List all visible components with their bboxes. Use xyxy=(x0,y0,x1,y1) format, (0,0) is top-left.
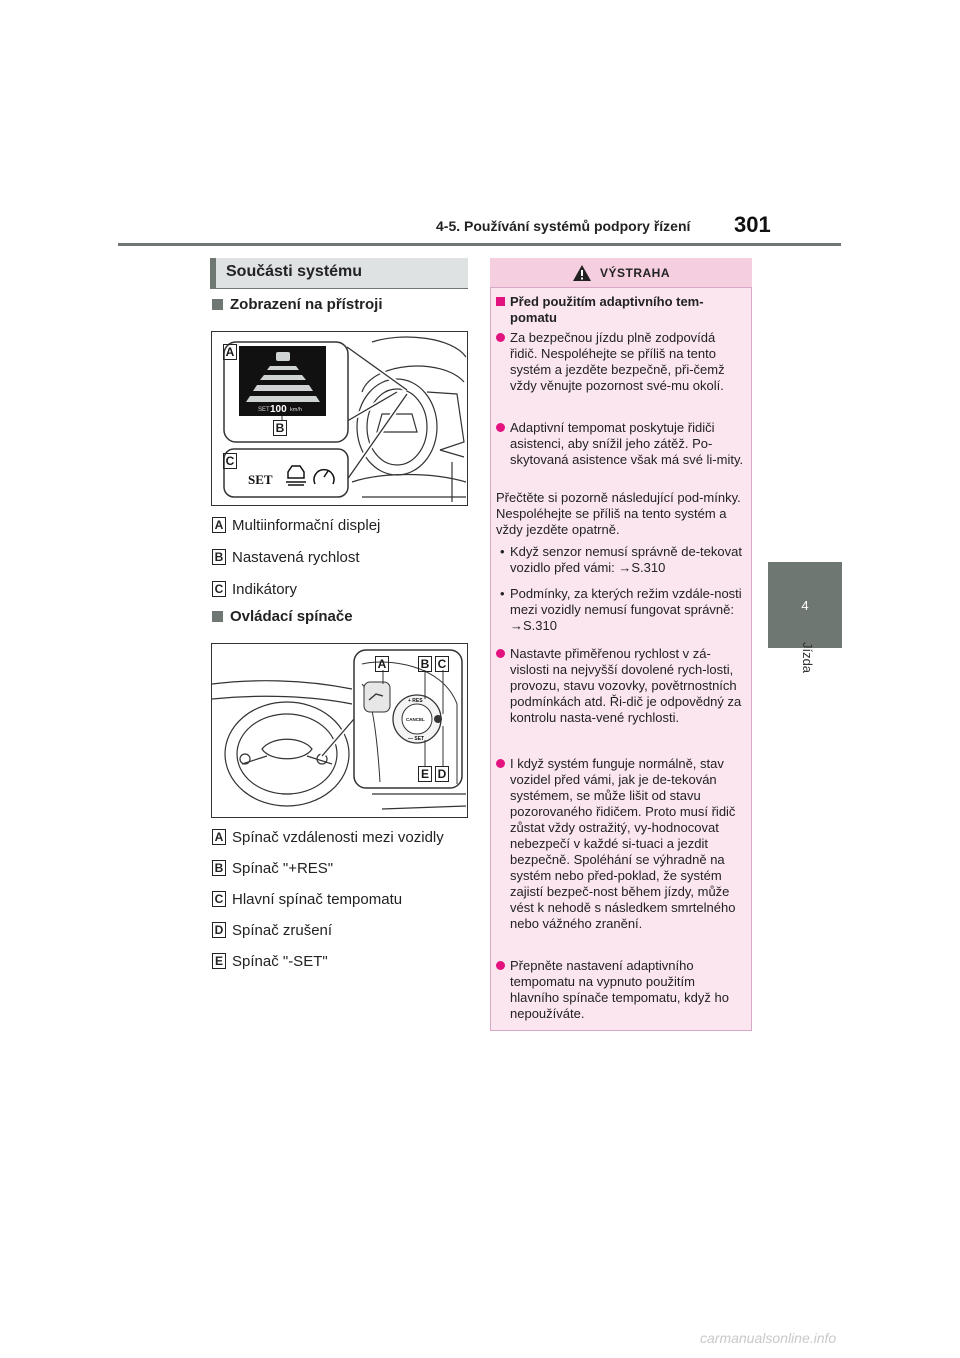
legend-item xyxy=(212,858,444,878)
legend-badge: B xyxy=(212,860,226,876)
warning-bullet-text: Nastavte přiměřenou rychlost v zá-vislosti na nejvyšší dovolené rych-losti, provozu, stavu vozovky, povětrnostních podmínkách atd. Ři-dič je odpovědný za kontrolu nasta-vené rychlosti. xyxy=(510,646,742,725)
warning-sub-item xyxy=(496,586,744,634)
legend-text: Indikátory xyxy=(232,580,298,598)
section-title-rule xyxy=(210,288,468,289)
legend-badge: E xyxy=(212,953,226,969)
bullet-dot-icon xyxy=(496,333,505,342)
warning-bullet xyxy=(496,646,744,726)
sub-bullet-icon: • xyxy=(500,586,505,601)
display-legend xyxy=(212,515,380,599)
chapter-number: 4 xyxy=(801,597,809,613)
legend-item xyxy=(212,951,444,971)
warning-title: VÝSTRAHA xyxy=(599,265,670,280)
res-label: + RES xyxy=(408,698,423,704)
legend-item xyxy=(212,920,444,940)
warning-sub-item-text: Když senzor nemusí správně de-tekovat vozidlo před vámi: →S.310 xyxy=(510,544,742,575)
legend-text: Spínač "+RES" xyxy=(232,859,334,877)
display-heading xyxy=(212,296,383,313)
chapter-label-text: Jízda xyxy=(800,641,816,674)
callout-e: E xyxy=(418,766,432,782)
callout-c: C xyxy=(223,453,237,469)
legend-badge: A xyxy=(212,829,226,845)
warning-bullet xyxy=(496,420,744,468)
warning-bullet-text: Přepněte nastavení adaptivního tempomatu na vypnuto použitím hlavního spínače tempomatu, když ho nepoužíváte. xyxy=(510,958,729,1021)
legend-item xyxy=(212,827,444,847)
legend-badge: D xyxy=(212,922,226,938)
warning-subtitle-text: Před použitím adaptivního tem-pomatu xyxy=(510,294,704,325)
callout-a: A xyxy=(223,344,237,360)
bullet-dot-icon xyxy=(496,961,505,970)
square-bullet-icon xyxy=(496,297,505,306)
legend-item xyxy=(212,889,444,909)
page-number: 301 xyxy=(734,212,771,237)
watermark: carmanualsonline.info xyxy=(700,1330,837,1346)
warning-bullet xyxy=(496,756,744,932)
legend-text: Multiinformační displej xyxy=(232,516,381,534)
warning-bullet xyxy=(496,330,744,394)
section-title: Součásti systému xyxy=(210,258,468,288)
switches-legend xyxy=(212,827,444,971)
switches-figure xyxy=(211,643,468,818)
warning-bullet-text: Adaptivní tempomat poskytuje řidiči asistenci, aby snížil jeho zátěž. Po-skytovaná asistence však má své li-mity. xyxy=(510,420,744,467)
legend-item xyxy=(212,515,380,535)
bullet-dot-icon xyxy=(496,649,505,658)
running-header-section: 4-5. Používání systémů podpory řízení xyxy=(436,218,691,234)
callout-c: C xyxy=(435,656,449,672)
legend-badge: A xyxy=(212,517,226,533)
callout-d: D xyxy=(435,766,449,782)
warning-subtitle xyxy=(496,294,744,326)
switches-heading-text: Ovládací spínače xyxy=(230,608,353,625)
svg-text:100: 100 xyxy=(270,404,287,415)
display-figure xyxy=(211,331,468,506)
legend-badge: C xyxy=(212,581,226,597)
legend-item xyxy=(212,579,380,599)
callout-b: B xyxy=(273,420,287,436)
svg-text:SET: SET xyxy=(258,407,270,413)
instrument-illustration xyxy=(212,332,467,505)
legend-text: Spínač zrušení xyxy=(232,921,333,939)
legend-item xyxy=(212,547,380,567)
warning-header xyxy=(490,258,752,288)
warning-sub-item xyxy=(496,544,744,576)
warning-triangle-icon xyxy=(572,264,592,282)
bullet-dot-icon xyxy=(496,423,505,432)
chapter-label xyxy=(780,628,830,678)
legend-text: Spínač vzdálenosti mezi vozidly xyxy=(232,828,444,846)
header-rule xyxy=(118,243,841,246)
set-label: — SET xyxy=(408,736,425,742)
svg-text:km/h: km/h xyxy=(290,407,302,413)
svg-text:SET: SET xyxy=(248,472,273,487)
legend-badge: C xyxy=(212,891,226,907)
legend-badge: B xyxy=(212,549,226,565)
sub-bullet-icon: • xyxy=(500,544,505,559)
legend-text: Spínač "-SET" xyxy=(232,952,328,970)
legend-text: Hlavní spínač tempomatu xyxy=(232,890,403,908)
switches-heading xyxy=(212,608,353,625)
square-bullet-icon xyxy=(212,299,223,310)
callout-b: B xyxy=(418,656,432,672)
square-bullet-icon xyxy=(212,611,223,622)
warning-bullet-text: Za bezpečnou jízdu plně zodpovídá řidič. Nespoléhejte se příliš na tento systém a jezděte bezpečně, při-čemž vždy věnujte pozornost své-mu okolí. xyxy=(510,330,725,393)
cancel-label: CANCEL xyxy=(406,717,425,722)
warning-sub-item-text: Podmínky, za kterých režim vzdále-nosti mezi vozidly nemusí fungovat správně: →S.310 xyxy=(510,586,742,633)
display-heading-text: Zobrazení na přístroji xyxy=(230,296,383,313)
bullet-dot-icon xyxy=(496,759,505,768)
warning-paragraph: Přečtěte si pozorně následující pod-mínky. Nespoléhejte se příliš na tento systém a vždy jezděte opatrně. xyxy=(496,490,741,537)
legend-text: Nastavená rychlost xyxy=(232,548,360,566)
warning-bullet xyxy=(496,958,744,1022)
callout-a: A xyxy=(375,656,389,672)
warning-bullet-text: I když systém funguje normálně, stav vozidel před vámi, jak je de-tekován systémem, se může lišit od stavu pozorovaného řidičem. Proto musí řidič zůstat vždy ostražitý, vy-hodnocovat nebezpečí v každé si-tuaci a jezdit bezpečně. Spoléhání se výhradně na systém nebo před-poklad, že systém zajistí bezpeč-nost během jízdy, může vést k nehodě s následkem smrtelného nebo vážného zranění. xyxy=(510,756,736,931)
